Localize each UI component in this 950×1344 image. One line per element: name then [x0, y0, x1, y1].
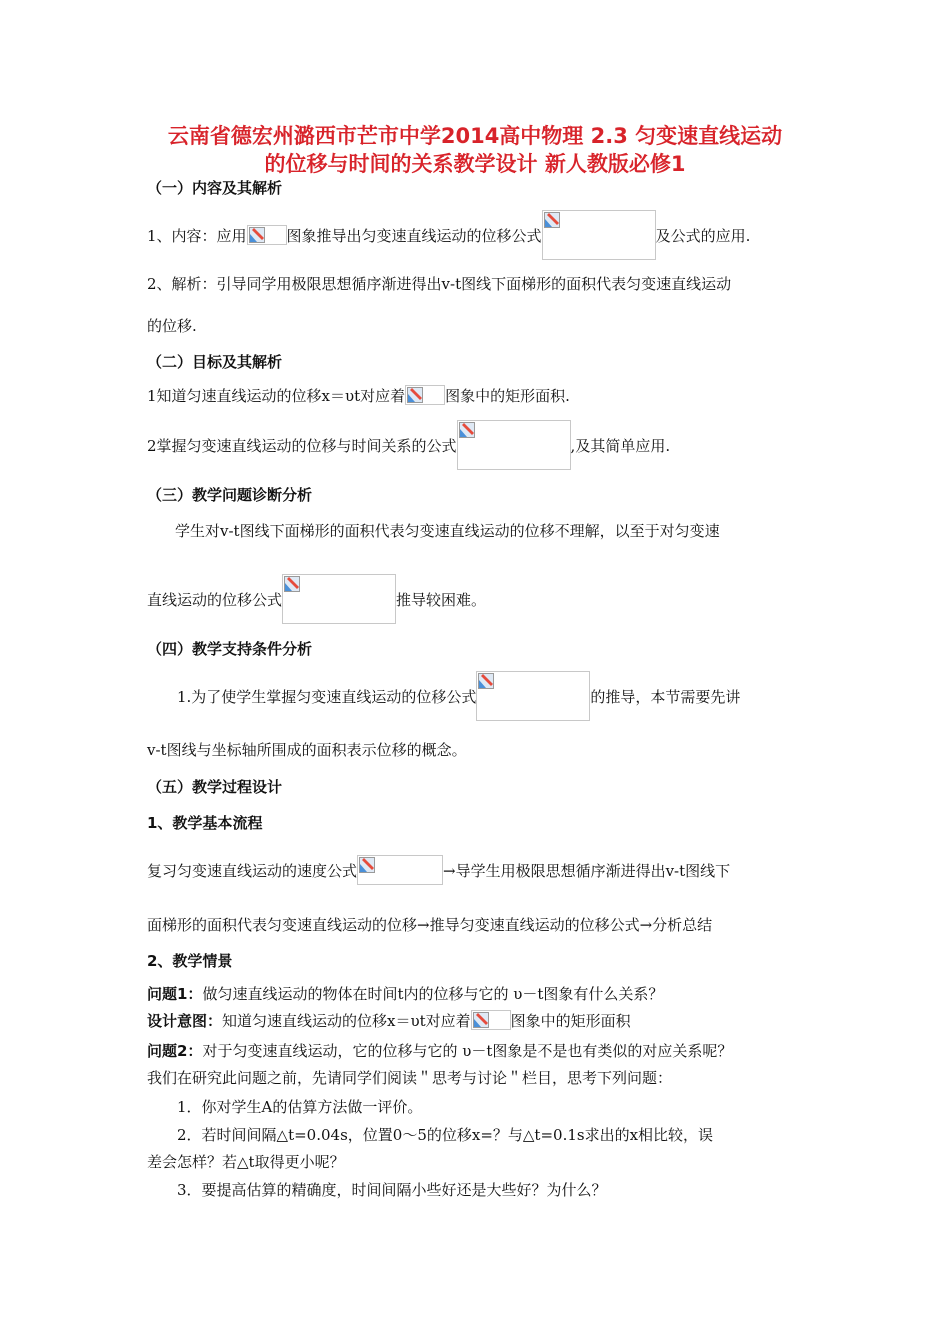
list-item-2-cont: 差会怎样？若△t取得更小呢？ [147, 1153, 345, 1171]
text: 图象中的矩形面积 [510, 1011, 631, 1030]
formula-image-placeholder [282, 574, 396, 624]
paragraph-flow [147, 855, 730, 885]
paragraph-support [177, 671, 740, 721]
text: 1.为了使学生掌握匀变速直线运动的位移公式 [177, 687, 477, 706]
text: 知道匀速直线运动的位移x＝υt对应着 [222, 1011, 471, 1030]
section-heading-content: （一）内容及其解析 [147, 179, 283, 197]
paragraph-flow-cont: 面梯形的面积代表匀变速直线运动的位移→推导匀变速直线运动的位移公式→分析总结 [147, 916, 713, 934]
formula-image-placeholder [405, 385, 445, 405]
text: 1知道匀速直线运动的位移x＝υt对应着 [147, 386, 406, 405]
text: 及公式的应用. [655, 226, 751, 245]
formula-image-placeholder [457, 420, 571, 470]
list-item-2: 2．若时间间隔△t=0.04s，位置0～5的位移x=？与△t=0.1s求出的x相比较，误 [177, 1126, 714, 1144]
formula-image-placeholder [476, 671, 590, 721]
formula-image-placeholder [542, 210, 656, 260]
paragraph-analysis-cont: 的位移. [147, 317, 197, 335]
section-heading-goals: （二）目标及其解析 [147, 353, 283, 371]
design-intent [147, 1009, 631, 1031]
text: 对于匀变速直线运动，它的位移与它的 υ－t图象是不是也有类似的对应关系呢？ [202, 1042, 733, 1060]
broken-image-icon [284, 576, 300, 592]
text: 做匀速直线运动的物体在时间t内的位移与它的 υ－t图象有什么关系？ [202, 985, 664, 1003]
paragraph-diagnosis: 学生对v-t图线下面梯形的面积代表匀变速直线运动的位移不理解，以至于对匀变速 [175, 522, 720, 540]
broken-image-icon [473, 1012, 489, 1028]
list-item-3: 3．要提高估算的精确度，时间间隔小些好还是大些好？为什么？ [177, 1181, 607, 1199]
subheading-scenario: 2、教学情景 [147, 952, 233, 970]
text: →导学生用极限思想循序渐进得出v-t图线下 [443, 861, 731, 880]
paragraph-diagnosis-cont [147, 574, 486, 624]
broken-image-icon [407, 387, 423, 403]
intent-label: 设计意图： [147, 1011, 223, 1030]
text: 推导较困难。 [396, 590, 487, 609]
text: 图象中的矩形面积. [445, 386, 570, 405]
paragraph-content [147, 210, 750, 260]
broken-image-icon [249, 227, 265, 243]
text: 的推导，本节需要先讲 [590, 687, 741, 706]
text: 直线运动的位移公式 [147, 590, 283, 609]
text: ,及其简单应用. [570, 436, 671, 455]
paragraph-analysis: 2、解析：引导同学用极限思想循序渐进得出v-t图线下面梯形的面积代表匀变速直线运动 [147, 275, 732, 293]
formula-image-placeholder [471, 1010, 511, 1030]
text: 图象推导出匀变速直线运动的位移公式 [286, 226, 542, 245]
document-title-line2: 的位移与时间的关系教学设计 新人教版必修1 [264, 152, 686, 176]
paragraph-support-cont: v-t图线与坐标轴所围成的面积表示位移的概念。 [147, 741, 467, 759]
formula-image-placeholder [357, 855, 443, 885]
text: 复习匀变速直线运动的速度公式 [147, 861, 358, 880]
text: 2掌握匀变速直线运动的位移与时间关系的公式 [147, 436, 457, 455]
list-item-1: 1．你对学生A的估算方法做一评价。 [177, 1098, 423, 1116]
text: 1、内容：应用 [147, 226, 247, 245]
section-heading-diagnosis: （三）教学问题诊断分析 [147, 486, 313, 504]
paragraph-goal-2 [147, 420, 670, 470]
broken-image-icon [359, 857, 375, 873]
paragraph-goal-1 [147, 384, 570, 406]
document-title-line1: 云南省德宏州潞西市芒市中学2014高中物理 2.3 匀变速直线运动 [167, 124, 783, 148]
broken-image-icon [459, 422, 475, 438]
question-1 [147, 983, 663, 1004]
question-2-cont: 我们在研究此问题之前，先请同学们阅读＂思考与讨论＂栏目，思考下列问题： [147, 1069, 673, 1087]
broken-image-icon [478, 673, 494, 689]
formula-image-placeholder [247, 225, 287, 245]
question-label: 问题1： [147, 985, 203, 1003]
question-2 [147, 1040, 732, 1061]
subheading-flow: 1、教学基本流程 [147, 814, 263, 832]
broken-image-icon [544, 212, 560, 228]
question-label: 问题2： [147, 1042, 203, 1060]
section-heading-process: （五）教学过程设计 [147, 778, 283, 796]
section-heading-support: （四）教学支持条件分析 [147, 640, 313, 658]
